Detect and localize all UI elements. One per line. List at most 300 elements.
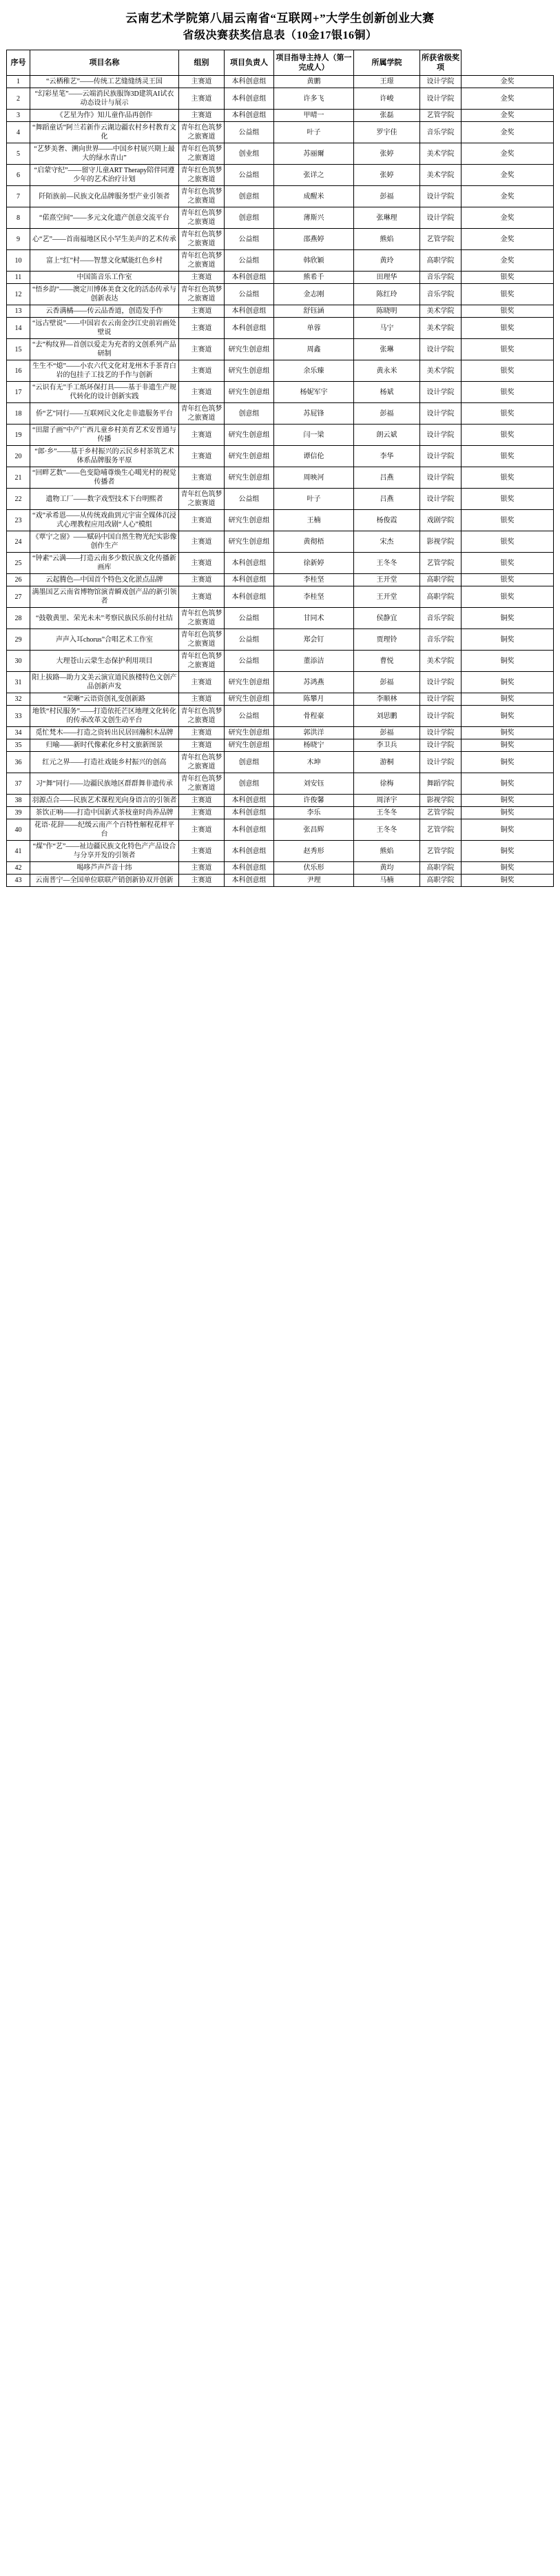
cell-award: 银奖 — [462, 284, 554, 305]
cell-group: 青年红色筑梦之旅赛道 — [179, 207, 225, 229]
cell-group: 青年红色筑梦之旅赛道 — [179, 284, 225, 305]
cell-project-name: “煤”作“艺”——祉边疆民族文化特色产产品设合与分享开发的引领者 — [30, 841, 179, 862]
cell-no: 15 — [7, 339, 30, 360]
cell-project-name: “去”构纹界—首创以爱走为充者的文创系列产品研制 — [30, 339, 179, 360]
cell-group: 主赛道 — [179, 574, 225, 586]
cell-group: 主赛道 — [179, 510, 225, 531]
cell-advisor: 徐梅 — [354, 773, 420, 795]
column-header-advisor: 项目指导主持人（第一完成人） — [274, 50, 354, 76]
page-title: 云南艺术学院第八届云南省“互联网+”大学生创新创业大赛 — [125, 12, 435, 25]
cell-project-name: 羽源点合——民族艺术课程光向身语言的引领者 — [30, 795, 179, 807]
cell-college: 艺管学院 — [420, 110, 462, 122]
column-header-no: 序号 — [7, 50, 30, 76]
cell-award: 银奖 — [462, 382, 554, 403]
cell-no: 37 — [7, 773, 30, 795]
cell-no: 28 — [7, 608, 30, 629]
cell-group-type: 本科创意组 — [225, 795, 274, 807]
cell-group-type: 研究生创意组 — [225, 339, 274, 360]
cell-group: 青年红色筑梦之旅赛道 — [179, 122, 225, 143]
column-header-college: 所属学院 — [354, 50, 420, 76]
cell-project-leader: 李桂坚 — [274, 574, 354, 586]
cell-advisor: 李卫兵 — [354, 739, 420, 752]
cell-no: 2 — [7, 88, 30, 110]
table-row — [7, 651, 554, 672]
cell-advisor: 陈晓明 — [354, 305, 420, 318]
column-header-award: 所获省级奖项 — [420, 50, 462, 76]
cell-no: 36 — [7, 752, 30, 773]
table-row — [7, 143, 554, 165]
cell-advisor: 黄均 — [354, 862, 420, 875]
cell-project-name: 生生不“熄”——小农六代文化对龙州木手茶青白岩的包挂子工技艺的手作与创新 — [30, 360, 179, 382]
cell-project-leader: 黄彻梧 — [274, 531, 354, 553]
cell-college: 音乐学院 — [420, 284, 462, 305]
cell-group: 青年红色筑梦之旅赛道 — [179, 706, 225, 727]
cell-advisor: 张婷 — [354, 143, 420, 165]
table-row — [7, 795, 554, 807]
cell-project-leader: 叶子 — [274, 122, 354, 143]
cell-group-type: 本科创意组 — [225, 875, 274, 887]
cell-group-type: 本科创意组 — [225, 88, 274, 110]
cell-college: 设计学院 — [420, 207, 462, 229]
table-row — [7, 446, 554, 467]
cell-award: 银奖 — [462, 272, 554, 284]
cell-project-leader: 赵秀形 — [274, 841, 354, 862]
cell-no: 30 — [7, 651, 30, 672]
cell-group: 主赛道 — [179, 531, 225, 553]
cell-advisor: 许峻 — [354, 88, 420, 110]
cell-group-type: 公益组 — [225, 706, 274, 727]
cell-college: 设计学院 — [420, 752, 462, 773]
table-row — [7, 339, 554, 360]
cell-project-leader: 余乐臻 — [274, 360, 354, 382]
cell-college: 音乐学院 — [420, 122, 462, 143]
cell-college: 艺管学院 — [420, 229, 462, 250]
cell-no: 1 — [7, 76, 30, 88]
cell-college: 舞蹈学院 — [420, 773, 462, 795]
cell-group: 青年红色筑梦之旅赛道 — [179, 186, 225, 207]
cell-project-name: “远古壁说”——中国岩衣云南金沙江史前岩画处壁说 — [30, 318, 179, 339]
cell-no: 27 — [7, 586, 30, 608]
cell-award: 银奖 — [462, 318, 554, 339]
cell-project-leader: 闫一梁 — [274, 425, 354, 446]
cell-project-name: 《覃宁之窗》——赋码中国自然生物光纪实影像创作生产 — [30, 531, 179, 553]
table-row — [7, 672, 554, 693]
cell-project-leader: 张详之 — [274, 165, 354, 186]
cell-college: 艺管学院 — [420, 841, 462, 862]
table-row — [7, 586, 554, 608]
cell-advisor: 彭福 — [354, 186, 420, 207]
cell-award: 金奖 — [462, 207, 554, 229]
award-table — [6, 50, 554, 887]
cell-award: 铜奖 — [462, 773, 554, 795]
cell-award: 铜奖 — [462, 706, 554, 727]
cell-award: 银奖 — [462, 531, 554, 553]
cell-project-leader: 苏鸿燕 — [274, 672, 354, 693]
cell-group: 青年红色筑梦之旅赛道 — [179, 752, 225, 773]
cell-advisor: 吕燕 — [354, 467, 420, 489]
cell-project-name: 觅忙梵木——打造之资转出民居回瀚积木品牌 — [30, 727, 179, 739]
cell-group: 主赛道 — [179, 875, 225, 887]
cell-advisor: 贾理铃 — [354, 629, 420, 651]
cell-advisor: 周泽宇 — [354, 795, 420, 807]
cell-award: 银奖 — [462, 553, 554, 574]
table-row — [7, 207, 554, 229]
cell-award: 银奖 — [462, 339, 554, 360]
cell-project-name: 云南普宁—全国单位联联产销创新协双开创新 — [30, 875, 179, 887]
cell-project-leader: 黄鹏 — [274, 76, 354, 88]
cell-advisor: 罗宇佳 — [354, 122, 420, 143]
cell-advisor: 王冬冬 — [354, 819, 420, 841]
cell-college: 设计学院 — [420, 339, 462, 360]
cell-advisor: 杨俊霞 — [354, 510, 420, 531]
cell-group: 主赛道 — [179, 305, 225, 318]
table-row — [7, 489, 554, 510]
cell-no: 14 — [7, 318, 30, 339]
cell-award: 金奖 — [462, 250, 554, 272]
cell-project-name: 中国笛音乐工作室 — [30, 272, 179, 284]
cell-project-leader: 郭洪洋 — [274, 727, 354, 739]
cell-group-type: 创意组 — [225, 773, 274, 795]
cell-award: 金奖 — [462, 186, 554, 207]
cell-advisor: 熊焰 — [354, 229, 420, 250]
cell-project-name: 富上“红”村——智慧文化赋能红色乡村 — [30, 250, 179, 272]
cell-group: 青年红色筑梦之旅赛道 — [179, 629, 225, 651]
table-row — [7, 693, 554, 706]
cell-group-type: 研究生创意组 — [225, 727, 274, 739]
cell-project-leader: 伏乐形 — [274, 862, 354, 875]
cell-no: 16 — [7, 360, 30, 382]
cell-group-type: 创业组 — [225, 143, 274, 165]
cell-college: 戏剧学院 — [420, 510, 462, 531]
cell-award: 铜奖 — [462, 841, 554, 862]
cell-group-type: 本科创意组 — [225, 318, 274, 339]
cell-group: 青年红色筑梦之旅赛道 — [179, 608, 225, 629]
table-row — [7, 706, 554, 727]
cell-project-leader: 甘同术 — [274, 608, 354, 629]
cell-project-leader: 陈攀月 — [274, 693, 354, 706]
cell-project-leader: 王楠 — [274, 510, 354, 531]
cell-no: 41 — [7, 841, 30, 862]
cell-no: 23 — [7, 510, 30, 531]
cell-no: 32 — [7, 693, 30, 706]
table-row — [7, 553, 554, 574]
cell-no: 25 — [7, 553, 30, 574]
cell-award: 金奖 — [462, 88, 554, 110]
cell-advisor: 熊焰 — [354, 841, 420, 862]
cell-project-leader: 韩欣颖 — [274, 250, 354, 272]
cell-college: 美术学院 — [420, 143, 462, 165]
cell-college: 设计学院 — [420, 706, 462, 727]
cell-project-leader: 周鑫 — [274, 339, 354, 360]
cell-group-type: 研究生创意组 — [225, 382, 274, 403]
cell-award: 铜奖 — [462, 629, 554, 651]
cell-project-leader: 李乐 — [274, 807, 354, 819]
cell-college: 艺管学院 — [420, 553, 462, 574]
cell-college: 高职学院 — [420, 862, 462, 875]
cell-group-type: 创意组 — [225, 752, 274, 773]
cell-group-type: 本科创意组 — [225, 553, 274, 574]
table-row — [7, 467, 554, 489]
cell-project-leader: 刘安钰 — [274, 773, 354, 795]
cell-group: 主赛道 — [179, 339, 225, 360]
cell-project-name: 云起腾色—中国首个特色文化淤点品牌 — [30, 574, 179, 586]
cell-award: 银奖 — [462, 489, 554, 510]
cell-project-name: 花语·花辞——纪缓云南产个百特性解程花样平台 — [30, 819, 179, 841]
cell-college: 影视学院 — [420, 531, 462, 553]
cell-group: 主赛道 — [179, 693, 225, 706]
cell-no: 26 — [7, 574, 30, 586]
cell-college: 美术学院 — [420, 165, 462, 186]
cell-college: 高职学院 — [420, 875, 462, 887]
cell-advisor: 彭福 — [354, 672, 420, 693]
cell-award: 金奖 — [462, 76, 554, 88]
table-row — [7, 773, 554, 795]
cell-award: 铜奖 — [462, 727, 554, 739]
cell-no: 18 — [7, 403, 30, 425]
cell-advisor: 侯静宜 — [354, 608, 420, 629]
table-row — [7, 608, 554, 629]
cell-project-leader: 骨程豪 — [274, 706, 354, 727]
cell-group: 主赛道 — [179, 110, 225, 122]
cell-no: 5 — [7, 143, 30, 165]
cell-no: 20 — [7, 446, 30, 467]
cell-project-leader: 尹理 — [274, 875, 354, 887]
cell-project-leader: 苏屁锋 — [274, 403, 354, 425]
cell-award: 金奖 — [462, 110, 554, 122]
cell-group-type: 研究生创意组 — [225, 739, 274, 752]
cell-advisor: 杨斌 — [354, 382, 420, 403]
table-row — [7, 531, 554, 553]
table-row — [7, 360, 554, 382]
cell-advisor: 李华 — [354, 446, 420, 467]
cell-project-leader: 叶子 — [274, 489, 354, 510]
cell-no: 43 — [7, 875, 30, 887]
cell-project-leader: 许俊馨 — [274, 795, 354, 807]
cell-group-type: 研究生创意组 — [225, 531, 274, 553]
cell-group-type: 本科创意组 — [225, 807, 274, 819]
cell-project-name: “启蒙守纪”——留守儿童ART Therapy陪伴同遵少年的艺术治疗计划 — [30, 165, 179, 186]
cell-award: 银奖 — [462, 467, 554, 489]
cell-college: 设计学院 — [420, 382, 462, 403]
cell-advisor: 马宁 — [354, 318, 420, 339]
cell-college: 影视学院 — [420, 795, 462, 807]
cell-award: 银奖 — [462, 360, 554, 382]
cell-no: 8 — [7, 207, 30, 229]
cell-advisor: 吕燕 — [354, 489, 420, 510]
cell-group: 主赛道 — [179, 360, 225, 382]
cell-project-leader: 甲晴一 — [274, 110, 354, 122]
cell-college: 设计学院 — [420, 672, 462, 693]
column-header-group: 组别 — [179, 50, 225, 76]
cell-group: 主赛道 — [179, 672, 225, 693]
cell-advisor: 曹悦 — [354, 651, 420, 672]
document-page — [0, 0, 560, 897]
cell-advisor: 彭福 — [354, 727, 420, 739]
cell-project-leader: 杨妮军宇 — [274, 382, 354, 403]
table-row — [7, 250, 554, 272]
cell-group: 青年红色筑梦之旅赛道 — [179, 143, 225, 165]
table-row — [7, 510, 554, 531]
cell-project-name: “偌熹空间”——多元文化遗产创意交流平台 — [30, 207, 179, 229]
cell-college: 设计学院 — [420, 88, 462, 110]
cell-group-type: 公益组 — [225, 284, 274, 305]
cell-college: 美术学院 — [420, 651, 462, 672]
table-row — [7, 382, 554, 403]
cell-award: 铜奖 — [462, 651, 554, 672]
cell-advisor: 王璟 — [354, 76, 420, 88]
cell-group-type: 本科创意组 — [225, 586, 274, 608]
cell-project-leader: 许多飞 — [274, 88, 354, 110]
table-row — [7, 841, 554, 862]
cell-college: 设计学院 — [420, 727, 462, 739]
table-row — [7, 305, 554, 318]
cell-project-name: 喝哆芦声芦音十纬 — [30, 862, 179, 875]
cell-project-name: 阡陌族前—民族文化品牌服务型产业引领者 — [30, 186, 179, 207]
cell-college: 设计学院 — [420, 425, 462, 446]
cell-no: 10 — [7, 250, 30, 272]
cell-award: 银奖 — [462, 586, 554, 608]
cell-no: 29 — [7, 629, 30, 651]
cell-project-leader: 单蓉 — [274, 318, 354, 339]
cell-college: 设计学院 — [420, 76, 462, 88]
cell-group-type: 公益组 — [225, 651, 274, 672]
cell-no: 31 — [7, 672, 30, 693]
cell-group: 青年红色筑梦之旅赛道 — [179, 489, 225, 510]
cell-group: 主赛道 — [179, 446, 225, 467]
cell-group-type: 公益组 — [225, 122, 274, 143]
cell-award: 铜奖 — [462, 795, 554, 807]
cell-project-leader: 邵燕婷 — [274, 229, 354, 250]
cell-advisor: 黄永米 — [354, 360, 420, 382]
cell-project-name: “云栖稚艺”——传统工艺缝缝绣灵王国 — [30, 76, 179, 88]
cell-project-name: “舞蹈童话”阿兰若新作云湖边疆农村乡村教育文化 — [30, 122, 179, 143]
cell-advisor: 彭福 — [354, 403, 420, 425]
table-row — [7, 752, 554, 773]
table-row — [7, 318, 554, 339]
cell-no: 21 — [7, 467, 30, 489]
cell-group: 主赛道 — [179, 807, 225, 819]
cell-group: 主赛道 — [179, 467, 225, 489]
cell-project-leader: 谭信伦 — [274, 446, 354, 467]
cell-group: 主赛道 — [179, 819, 225, 841]
cell-group-type: 研究生创意组 — [225, 425, 274, 446]
cell-group-type: 研究生创意组 — [225, 693, 274, 706]
table-row — [7, 739, 554, 752]
cell-project-name: “云识有无”手工纸环保打具——基于非遗生产规代转化的设计创新实践 — [30, 382, 179, 403]
table-row — [7, 229, 554, 250]
cell-project-name: 阳上拔路—助力文美云演宣道民族楼特色文创产品创新声发 — [30, 672, 179, 693]
cell-no: 12 — [7, 284, 30, 305]
cell-project-name: 茶饮正响——打造中国新式茶枝童时尚养品牌 — [30, 807, 179, 819]
cell-group-type: 研究生创意组 — [225, 467, 274, 489]
table-row — [7, 807, 554, 819]
cell-group-type: 本科创意组 — [225, 272, 274, 284]
cell-advisor: 田理华 — [354, 272, 420, 284]
cell-college: 设计学院 — [420, 489, 462, 510]
cell-project-name: “荣晰”云语资创礼变创新路 — [30, 693, 179, 706]
table-row — [7, 272, 554, 284]
cell-college: 设计学院 — [420, 739, 462, 752]
cell-project-name: “钟素”云满——打造云南多少数民族文化传播新画库 — [30, 553, 179, 574]
cell-advisor: 张磊 — [354, 110, 420, 122]
cell-project-name: “鼓敬黄里、荣光未未”考察民族民乐前付社结 — [30, 608, 179, 629]
cell-college: 美术学院 — [420, 360, 462, 382]
cell-college: 美术学院 — [420, 305, 462, 318]
cell-group-type: 创意组 — [225, 207, 274, 229]
cell-no: 11 — [7, 272, 30, 284]
table-row — [7, 88, 554, 110]
cell-group: 主赛道 — [179, 553, 225, 574]
cell-group: 主赛道 — [179, 88, 225, 110]
cell-advisor: 王开堂 — [354, 574, 420, 586]
cell-award: 银奖 — [462, 510, 554, 531]
cell-college: 艺管学院 — [420, 819, 462, 841]
cell-group-type: 公益组 — [225, 250, 274, 272]
cell-college: 设计学院 — [420, 186, 462, 207]
cell-group-type: 研究生创意组 — [225, 510, 274, 531]
cell-group: 青年红色筑梦之旅赛道 — [179, 403, 225, 425]
cell-project-name: “幻彩星笔”——云端消民族服饰3D建筑AI试衣动态设计与展示 — [30, 88, 179, 110]
cell-college: 设计学院 — [420, 467, 462, 489]
cell-no: 22 — [7, 489, 30, 510]
cell-group-type: 公益组 — [225, 629, 274, 651]
column-header-leader: 项目负责人 — [225, 50, 274, 76]
cell-no: 42 — [7, 862, 30, 875]
cell-project-name: 归喻——新时代像素化乡村文旅新图景 — [30, 739, 179, 752]
table-row — [7, 122, 554, 143]
cell-group-type: 研究生创意组 — [225, 446, 274, 467]
cell-group-type: 本科创意组 — [225, 110, 274, 122]
cell-college: 艺管学院 — [420, 807, 462, 819]
table-row — [7, 186, 554, 207]
cell-advisor: 宋杰 — [354, 531, 420, 553]
cell-award: 铜奖 — [462, 875, 554, 887]
cell-project-name: 声声入耳chorus”合唱艺术工作室 — [30, 629, 179, 651]
cell-project-leader: 薄斯兴 — [274, 207, 354, 229]
cell-award: 银奖 — [462, 403, 554, 425]
cell-group-type: 本科创意组 — [225, 862, 274, 875]
cell-advisor: 黄玲 — [354, 250, 420, 272]
cell-group: 青年红色筑梦之旅赛道 — [179, 165, 225, 186]
page-subtitle: 省级决赛获奖信息表（10金17银16铜） — [183, 30, 377, 41]
cell-project-leader: 张昌辉 — [274, 819, 354, 841]
table-row — [7, 110, 554, 122]
cell-project-name: “郎·乡”——基于乡村振兴的云民乡村茶筑艺术体系品牌服务平原 — [30, 446, 179, 467]
cell-project-leader: 舒钰涵 — [274, 305, 354, 318]
cell-no: 17 — [7, 382, 30, 403]
table-row — [7, 425, 554, 446]
table-row — [7, 875, 554, 887]
cell-group: 主赛道 — [179, 795, 225, 807]
cell-award: 金奖 — [462, 165, 554, 186]
table-row — [7, 403, 554, 425]
cell-award: 铜奖 — [462, 807, 554, 819]
cell-award: 金奖 — [462, 122, 554, 143]
cell-no: 4 — [7, 122, 30, 143]
cell-award: 金奖 — [462, 143, 554, 165]
cell-project-leader: 徐新婷 — [274, 553, 354, 574]
cell-advisor: 马楠 — [354, 875, 420, 887]
cell-group-type: 本科创意组 — [225, 76, 274, 88]
cell-award: 铜奖 — [462, 672, 554, 693]
cell-group: 主赛道 — [179, 739, 225, 752]
cell-award: 铜奖 — [462, 819, 554, 841]
cell-group-type: 研究生创意组 — [225, 360, 274, 382]
cell-no: 19 — [7, 425, 30, 446]
table-row — [7, 284, 554, 305]
table-row — [7, 727, 554, 739]
cell-college: 高职学院 — [420, 250, 462, 272]
